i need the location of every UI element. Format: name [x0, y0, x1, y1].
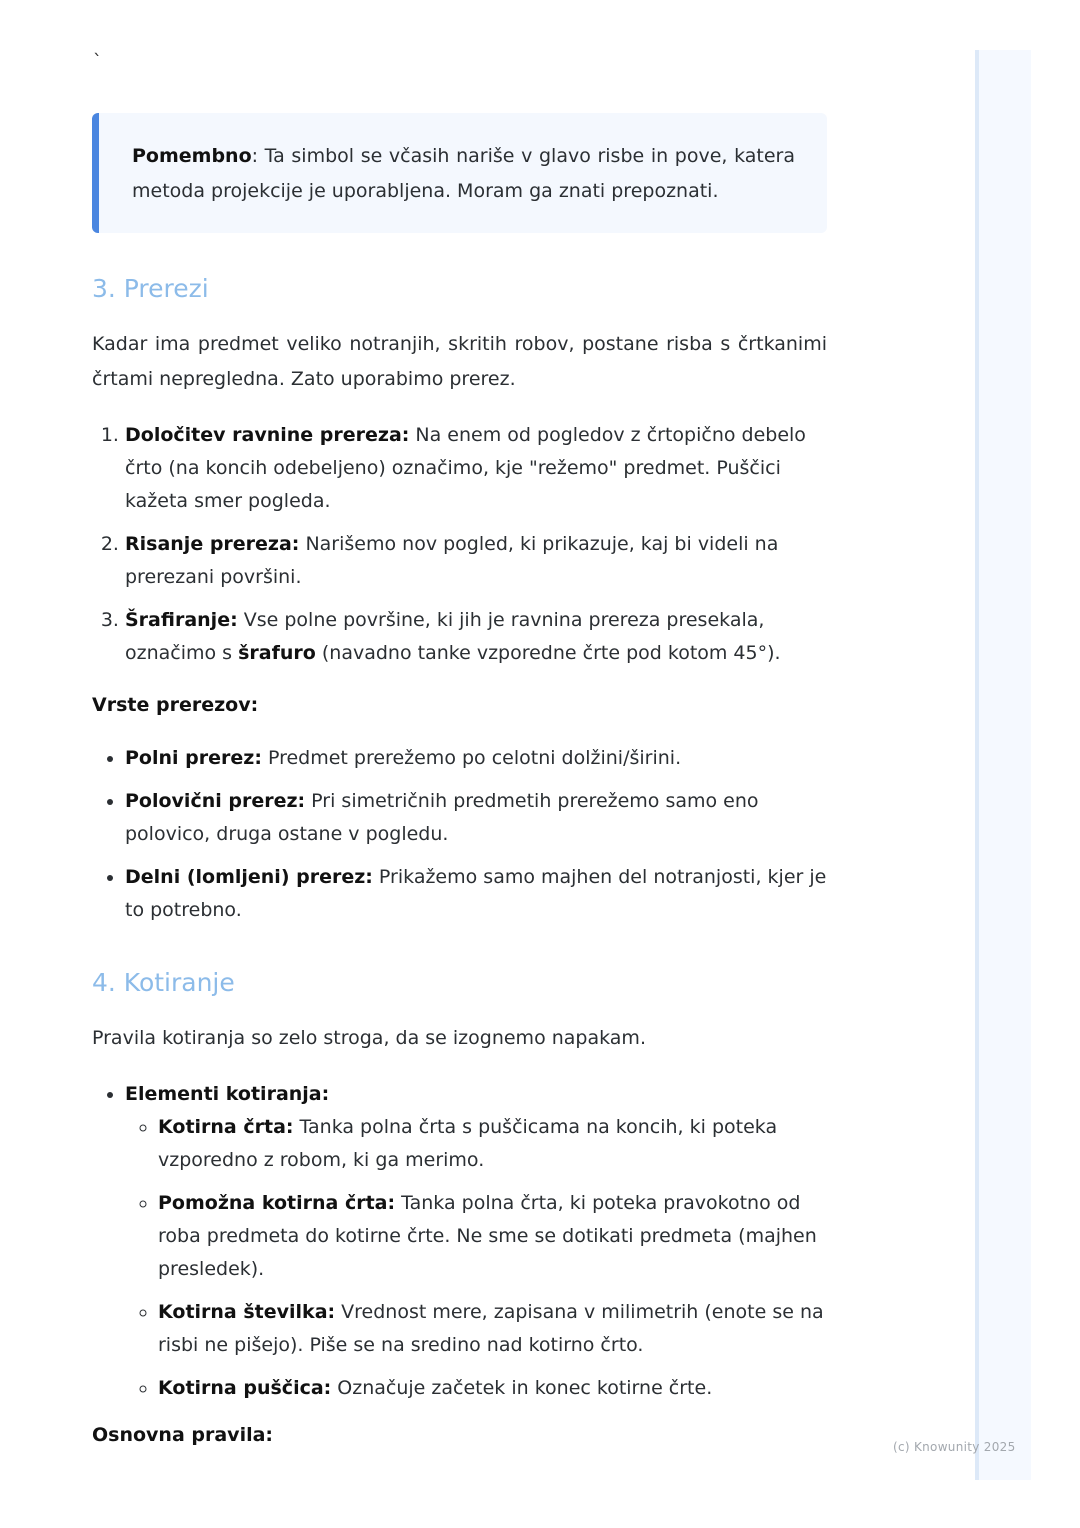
rules-heading: Osnovna pravila:: [92, 1424, 274, 1446]
list-item: ◦ Kotirna številka: Vrednost mere, zapisana v milimetrih (enote se na risbi ne pišejo). Piše se na sredino nad kotirno črto.: [158, 1296, 827, 1362]
important-callout: [92, 113, 827, 233]
document-content: [92, 113, 827, 1415]
stray-mark: `: [93, 51, 102, 72]
step-item: 3. Šrafiranje: Vse polne površine, ki jih je ravnina prereza presekala, označimo s šrafuro (navadno tanke vzporedne črte pod kotom 45°).: [125, 604, 827, 670]
types-list: [92, 742, 827, 927]
section-3-steps: [92, 419, 827, 670]
callout-label: Pomembno: [132, 145, 252, 167]
list-item: • Polovični prerez: Pri simetričnih predmetih prerežemo samo eno polovico, druga ostane v pogledu.: [125, 785, 827, 851]
list-item: ◦ Pomožna kotirna črta: Tanka polna črta, ki poteka pravokotno od roba predmeta do kotirne črte. Ne sme se dotikati predmeta (majhen presledek).: [158, 1187, 827, 1286]
callout-text: : Ta simbol se včasih nariše v glavo risbe in pove, katera metoda projekcije je uporabljena. Moram ga znati prepoznati.: [132, 145, 795, 202]
section-3-title: 3. Prerezi: [92, 274, 209, 303]
elements-nested-list: [125, 1111, 827, 1405]
list-item: • Polni prerez: Predmet prerežemo po celotni dolžini/širini.: [125, 742, 827, 775]
right-sidebar-panel: [975, 50, 1031, 1480]
list-item: • Delni (lomljeni) prerez: Prikažemo samo majhen del notranjosti, kjer je to potrebno.: [125, 861, 827, 927]
step-item: 1. Določitev ravnine prereza: Na enem od pogledov z črtopično debelo črto (na koncih odebeljeno) označimo, kje "režemo" predmet. Puščici kažeta smer pogleda.: [125, 419, 827, 518]
copyright-footer: (c) Knowunity 2025: [893, 1440, 1016, 1454]
types-heading: Vrste prerezov:: [92, 694, 259, 716]
section-3-intro: Kadar ima predmet veliko notranjih, skritih robov, postane risba s črtkanimi črtami nepregledna. Zato uporabimo prerez.: [92, 333, 827, 390]
list-item: ◦ Kotirna črta: Tanka polna črta s puščicama na koncih, ki poteka vzporedno z robom, ki ga merimo.: [158, 1111, 827, 1177]
list-item: • Elementi kotiranja: ◦ Kotirna črta: Tanka polna črta s puščicama na koncih, ki poteka vzporedno z robom, ki ga merimo. ◦ Pomožna kotirna črta: Tanka polna črta, ki poteka pravokotno od roba predmeta do kotirne črte. Ne sme se dotikati predmeta (majhen presledek). ◦ Kotirna številka: Vrednost mere, zapisana v milimetrih (enote se na risbi ne pišejo). Piše se na sredino nad kotirno črto. ◦ Kotirna puščica: Označuje začetek in konec kotirne črte.: [125, 1078, 827, 1405]
elements-list: [92, 1078, 827, 1405]
right-sidebar-border: [975, 50, 979, 1480]
list-item: ◦ Kotirna puščica: Označuje začetek in konec kotirne črte.: [158, 1372, 827, 1405]
section-4-intro: Pravila kotiranja so zelo stroga, da se izognemo napakam.: [92, 1027, 646, 1049]
step-item: 2. Risanje prereza: Narišemo nov pogled, ki prikazuje, kaj bi videli na prerezani površini.: [125, 528, 827, 594]
section-4-title: 4. Kotiranje: [92, 968, 235, 997]
